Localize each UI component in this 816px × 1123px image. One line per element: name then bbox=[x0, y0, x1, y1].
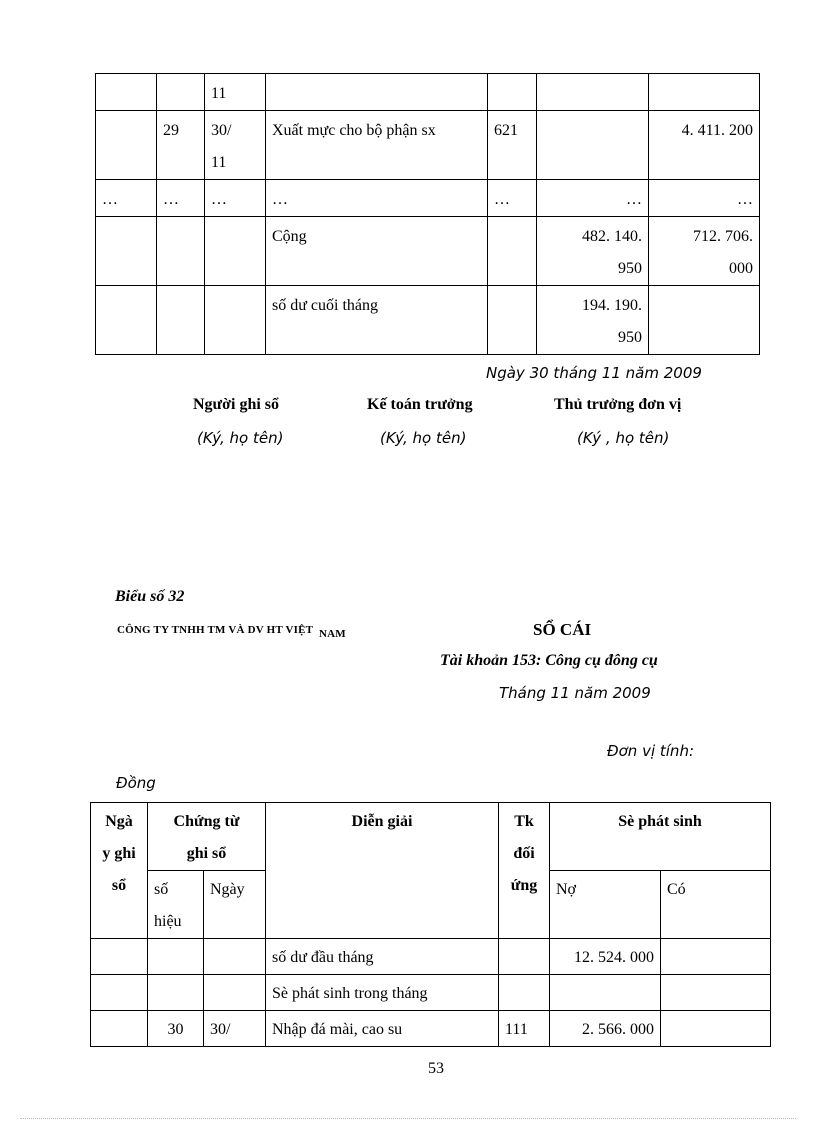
header-line: Ngà bbox=[105, 813, 133, 830]
cell: Nhập đá mài, cao su bbox=[266, 1011, 499, 1047]
form-label: Biểu số 32 bbox=[115, 588, 185, 605]
cell bbox=[499, 939, 550, 975]
cell-line: 482. 140. bbox=[582, 228, 642, 245]
table-row bbox=[91, 939, 771, 975]
header-line: hiệu bbox=[154, 913, 182, 930]
company-name bbox=[117, 624, 346, 640]
cell bbox=[550, 975, 661, 1011]
cell bbox=[91, 975, 148, 1011]
cell: 4. 411. 200 bbox=[649, 111, 760, 180]
cell bbox=[91, 939, 148, 975]
cell-line: 950 bbox=[618, 260, 642, 277]
table-row bbox=[96, 74, 760, 111]
cell-line: 11 bbox=[211, 154, 227, 171]
header-line: y ghi bbox=[102, 845, 136, 862]
signature-role-chief-accountant: Kế toán trưởng bbox=[367, 396, 473, 413]
cell bbox=[661, 1011, 771, 1047]
unit-label: Đơn vị tính: bbox=[607, 742, 695, 760]
cell: … bbox=[537, 180, 649, 217]
cell bbox=[266, 74, 488, 111]
header-voucher-date: Ngày bbox=[204, 871, 266, 939]
cell bbox=[96, 217, 157, 286]
cell: Cộng bbox=[266, 217, 488, 286]
cell bbox=[204, 975, 266, 1011]
signature-note: (Ký , họ tên) bbox=[577, 429, 670, 447]
cell-line: 000 bbox=[729, 260, 753, 277]
cell bbox=[157, 217, 205, 286]
header-line: ghi sổ bbox=[186, 845, 227, 862]
cell: … bbox=[488, 180, 537, 217]
general-ledger-table bbox=[90, 802, 771, 1047]
cell: số dư đầu tháng bbox=[266, 939, 499, 975]
cell bbox=[205, 286, 266, 355]
ledger-continuation-table bbox=[95, 73, 760, 355]
cell bbox=[96, 286, 157, 355]
header-voucher bbox=[148, 803, 266, 871]
cell: … bbox=[205, 180, 266, 217]
cell bbox=[157, 74, 205, 111]
signature-role-director: Thủ trưởng đơn vị bbox=[554, 396, 682, 413]
cell: 111 bbox=[499, 1011, 550, 1047]
signature-note: (Ký, họ tên) bbox=[380, 429, 467, 447]
cell bbox=[649, 74, 760, 111]
header-line: ứng bbox=[510, 877, 538, 894]
header-row bbox=[91, 803, 771, 871]
cell: … bbox=[157, 180, 205, 217]
unit-value: Đồng bbox=[116, 774, 156, 792]
cell: Xuất mực cho bộ phận sx bbox=[266, 111, 488, 180]
cell bbox=[649, 217, 760, 286]
cell bbox=[661, 975, 771, 1011]
signature-date: Ngày 30 tháng 11 năm 2009 bbox=[486, 364, 702, 382]
cell bbox=[204, 939, 266, 975]
cell bbox=[157, 286, 205, 355]
company-name-tail: NAM bbox=[318, 628, 346, 640]
cell: Sè phát sinh trong tháng bbox=[266, 975, 499, 1011]
header-line: Chứng từ bbox=[173, 813, 240, 830]
cell bbox=[148, 975, 204, 1011]
ledger-title: SỔ CÁI bbox=[533, 620, 592, 639]
header-description: Diễn giải bbox=[266, 803, 499, 939]
cell-line: 950 bbox=[618, 329, 642, 346]
header-date bbox=[91, 803, 148, 939]
cell: số dư cuối tháng bbox=[266, 286, 488, 355]
cell: 30 bbox=[148, 1011, 204, 1047]
period: Tháng 11 năm 2009 bbox=[499, 684, 651, 702]
page-divider bbox=[20, 1118, 796, 1119]
signature-role-bookkeeper: Người ghi sổ bbox=[193, 396, 280, 413]
cell bbox=[537, 111, 649, 180]
header-voucher-number bbox=[148, 871, 204, 939]
cell: 29 bbox=[157, 111, 205, 180]
cell bbox=[537, 74, 649, 111]
cell: 2. 566. 000 bbox=[550, 1011, 661, 1047]
cell: 11 bbox=[205, 74, 266, 111]
cell-line: 30/ bbox=[211, 122, 232, 139]
table-row bbox=[96, 217, 760, 286]
header-line: sổ bbox=[111, 877, 127, 894]
table-row bbox=[96, 286, 760, 355]
cell: 30/ bbox=[204, 1011, 266, 1047]
table-row bbox=[96, 111, 760, 180]
cell bbox=[537, 217, 649, 286]
header-arising: Sè phát sinh bbox=[550, 803, 771, 871]
cell: … bbox=[96, 180, 157, 217]
cell bbox=[488, 74, 537, 111]
cell bbox=[148, 939, 204, 975]
cell: 621 bbox=[488, 111, 537, 180]
header-debit: Nợ bbox=[550, 871, 661, 939]
cell bbox=[205, 217, 266, 286]
table-row bbox=[91, 975, 771, 1011]
cell bbox=[661, 939, 771, 975]
header-line: đối bbox=[513, 845, 535, 862]
cell bbox=[488, 286, 537, 355]
cell-line: 712. 706. bbox=[693, 228, 753, 245]
account-name: Tài khoản 153: Công cụ đông cụ bbox=[440, 652, 658, 669]
company-name-main: CÔNG TY TNHH TM VÀ DV HT VIỆT bbox=[117, 624, 314, 636]
header-line: số bbox=[154, 881, 169, 898]
cell bbox=[537, 286, 649, 355]
cell bbox=[205, 111, 266, 180]
cell bbox=[649, 286, 760, 355]
header-credit: Có bbox=[661, 871, 771, 939]
page-number: 53 bbox=[428, 1060, 444, 1077]
cell bbox=[91, 1011, 148, 1047]
table-row bbox=[91, 1011, 771, 1047]
cell bbox=[96, 74, 157, 111]
cell: 12. 524. 000 bbox=[550, 939, 661, 975]
cell: … bbox=[649, 180, 760, 217]
header-counter-account bbox=[499, 803, 550, 939]
table-row bbox=[96, 180, 760, 217]
header-line: Tk bbox=[514, 813, 534, 830]
cell bbox=[96, 111, 157, 180]
signature-note: (Ký, họ tên) bbox=[197, 429, 284, 447]
cell-line: 194. 190. bbox=[582, 297, 642, 314]
cell bbox=[499, 975, 550, 1011]
cell: … bbox=[266, 180, 488, 217]
cell bbox=[488, 217, 537, 286]
